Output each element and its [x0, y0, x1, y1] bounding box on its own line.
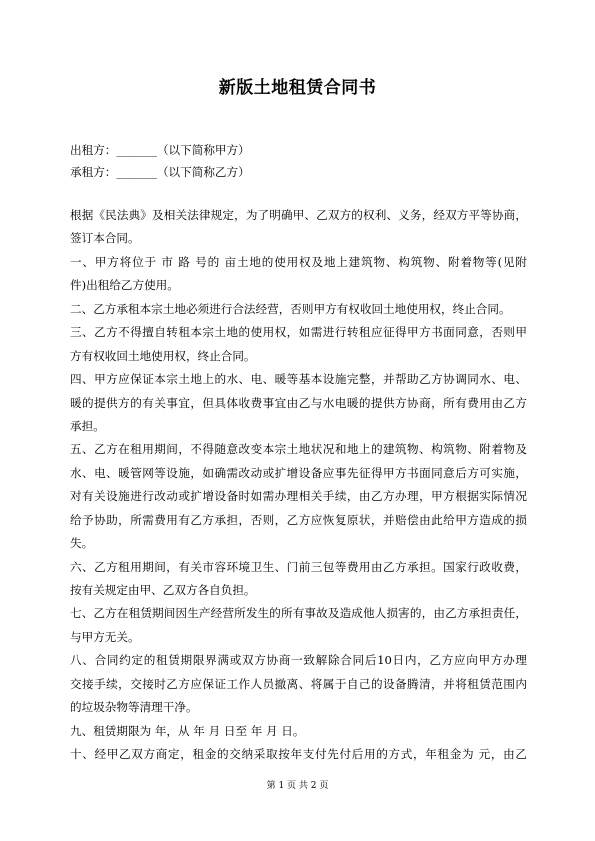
parties-block [70, 139, 527, 183]
paragraph-line: 承担。 [70, 418, 105, 433]
paragraph-line: 失。 [70, 536, 94, 551]
paragraph-line: 七、乙方在租赁期间因生产经营所发生的所有事故及造成他人损害的，由乙方承担责任， [70, 606, 527, 621]
clause-9 [70, 720, 527, 743]
paragraph-line: 九、租赁期限为 年，从 年 月 日至 年 月 日。 [70, 723, 305, 738]
lessee-line: 承租方：_______（以下简称乙方） [70, 165, 250, 179]
paragraph-line: 二、乙方承租本宗土地必须进行合法经营，否则甲方有权收回土地使用权，终止合同。 [70, 301, 511, 316]
paragraph-line: 的垃圾杂物等清理干净。 [70, 700, 198, 715]
clause-3 [70, 321, 527, 368]
paragraph-line: 按有关规定由甲、乙双方各自负担。 [70, 583, 256, 597]
paragraph-line: 三、乙方不得擅自转租本宗土地的使用权，如需进行转租应征得甲方书面同意，否则甲 [70, 325, 527, 340]
paragraph-line: 水、电、暖管网等设施，如确需改动或扩增设备应事先征得甲方书面同意后方可实施， [70, 465, 527, 480]
clause-5 [70, 438, 527, 555]
lessor-line: 出租方：_______（以下简称甲方） [70, 143, 250, 157]
contract-body [70, 204, 527, 767]
clause-8 [70, 649, 527, 719]
clause-1 [70, 251, 527, 298]
paragraph-line: 交接手续，交接时乙方应保证工作人员撤离、将属于自己的设备腾清，并将租赁范围内 [70, 676, 527, 691]
paragraph-line: 暖的提供方的有关事宜，但具体收费事宜由乙与水电暖的提供方协商，所有费用由乙方 [70, 395, 527, 410]
paragraph-line: 根据《民法典》及相关法律规定，为了明确甲、乙双方的权利、义务，经双方平等协商， [70, 208, 527, 222]
paragraph-line: 件)出租给乙方使用。 [70, 278, 179, 293]
paragraph-line: 六、乙方租用期间，有关市容环境卫生、门前三包等费用由乙方承担。国家行政收费， [70, 559, 527, 574]
clause-4 [70, 368, 527, 438]
paragraph-line: 与甲方无关。 [70, 629, 140, 644]
clause-2 [70, 298, 527, 321]
paragraph-line: 五、乙方在租用期间，不得随意改变本宗土地状况和地上的建筑物、构筑物、附着物及 [70, 442, 527, 457]
preamble [70, 204, 527, 251]
clause-7 [70, 602, 527, 649]
page-number: 第 1 页 共 2 页 [266, 781, 329, 791]
paragraph-line: 给予协助，所需费用有乙方承担，否则，乙方应恢复原状，并赔偿由此给甲方造成的损 [70, 512, 527, 527]
paragraph-line: 一、甲方将位于 市 路 号的 亩土地的使用权及地上建筑物、构筑物、附着物等(见附 [70, 254, 527, 269]
clause-10 [70, 743, 527, 766]
paragraph-line: 签订本合同。 [70, 231, 140, 246]
paragraph-line: 方有权收回土地使用权，终止合同。 [70, 348, 256, 363]
paragraph-line: 八、合同约定的租赁期限界满或双方协商一致解除合同后10日内，乙方应向甲方办理 [70, 653, 527, 668]
clause-6 [70, 556, 527, 603]
paragraph-line: 十、经甲乙双方商定，租金的交纳采取按年支付先付后用的方式，年租金为 元，由乙 [70, 747, 527, 762]
paragraph-line: 四、甲方应保证本宗土地上的水、电、暖等基本设施完整，并帮助乙方协调同水、电、 [70, 372, 527, 387]
document-title: 新版土地租赁合同书 [218, 78, 377, 98]
paragraph-line: 对有关设施进行改动或扩增设备时如需办理相关手续，由乙方办理，甲方根据实际情况 [70, 489, 527, 504]
